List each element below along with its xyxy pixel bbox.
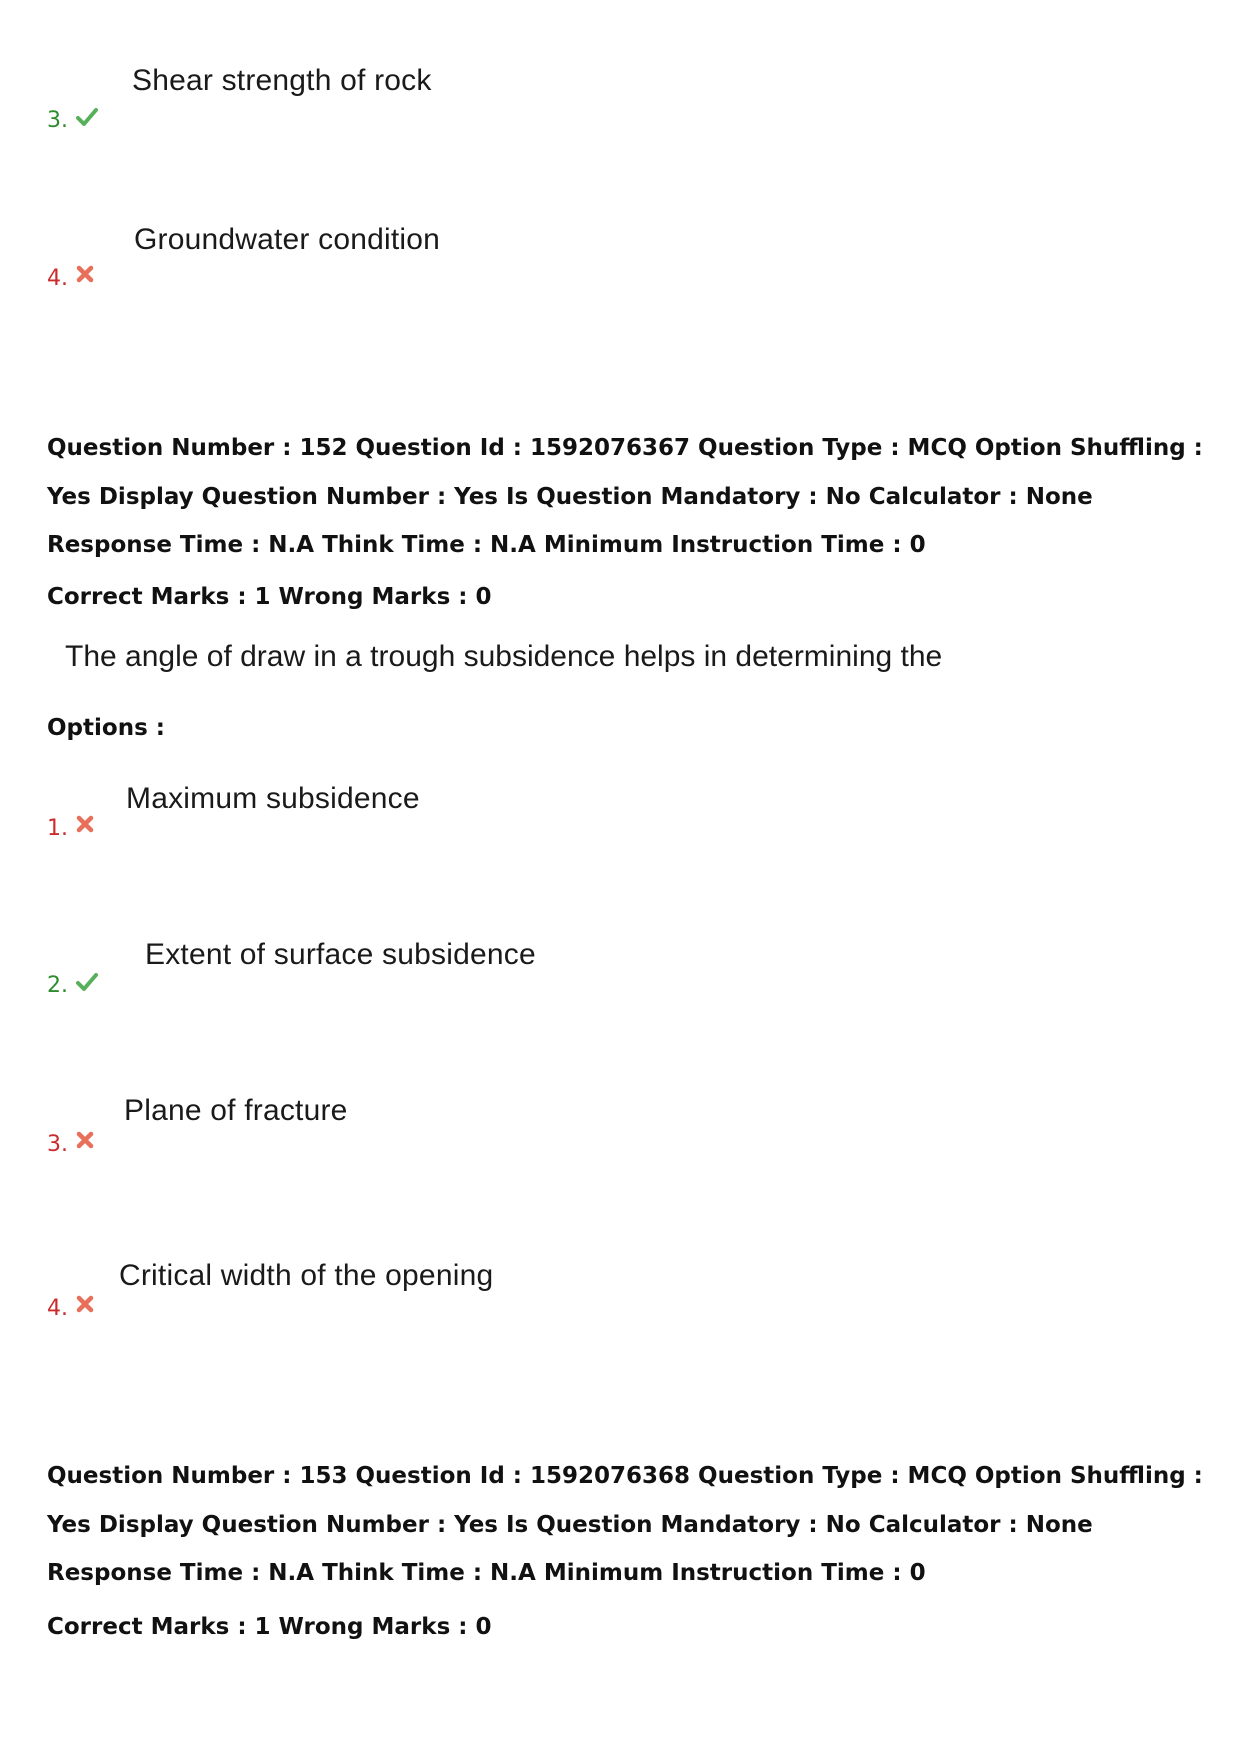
option-number xyxy=(47,108,96,133)
question-meta-153: Question Number : 153 Question Id : 1592076368 Question Type : MCQ Option Shuffling : Yes Display Question Number : Yes Is Question Mandatory : No Calculator : None Response Time : N.A Think Time : N.A Minimum Instruction Time : 0 xyxy=(47,1463,1203,1586)
option-text: Extent of surface subsidence xyxy=(145,938,536,971)
option-text: Critical width of the opening xyxy=(119,1259,494,1292)
option-number xyxy=(47,1132,96,1157)
cross-icon xyxy=(76,1295,96,1315)
option-number xyxy=(47,973,96,998)
option-number-label: 3. xyxy=(47,1132,68,1157)
option-text: Groundwater condition xyxy=(134,223,441,256)
check-icon xyxy=(76,107,96,127)
option-text: Maximum subsidence xyxy=(126,782,420,815)
option-number-label: 3. xyxy=(47,108,68,133)
cross-icon xyxy=(76,815,96,835)
option-number-label: 1. xyxy=(47,816,68,841)
options-label: Options : xyxy=(47,715,165,741)
question-marks-152: Correct Marks : 1 Wrong Marks : 0 xyxy=(47,584,492,610)
option-number xyxy=(47,1296,96,1321)
question-text-152: The angle of draw in a trough subsidence helps in determining the xyxy=(65,640,943,673)
option-number-label: 2. xyxy=(47,973,68,998)
cross-icon xyxy=(76,265,96,285)
option-text: Shear strength of rock xyxy=(132,64,432,97)
option-number xyxy=(47,266,96,291)
option-number xyxy=(47,816,96,841)
check-icon xyxy=(76,972,96,992)
option-text: Plane of fracture xyxy=(124,1094,348,1127)
cross-icon xyxy=(76,1131,96,1151)
question-marks-153: Correct Marks : 1 Wrong Marks : 0 xyxy=(47,1614,492,1640)
option-number-label: 4. xyxy=(47,1296,68,1321)
question-meta-152: Question Number : 152 Question Id : 1592076367 Question Type : MCQ Option Shuffling : Yes Display Question Number : Yes Is Question Mandatory : No Calculator : None Response Time : N.A Think Time : N.A Minimum Instruction Time : 0 xyxy=(47,435,1203,558)
option-number-label: 4. xyxy=(47,266,68,291)
